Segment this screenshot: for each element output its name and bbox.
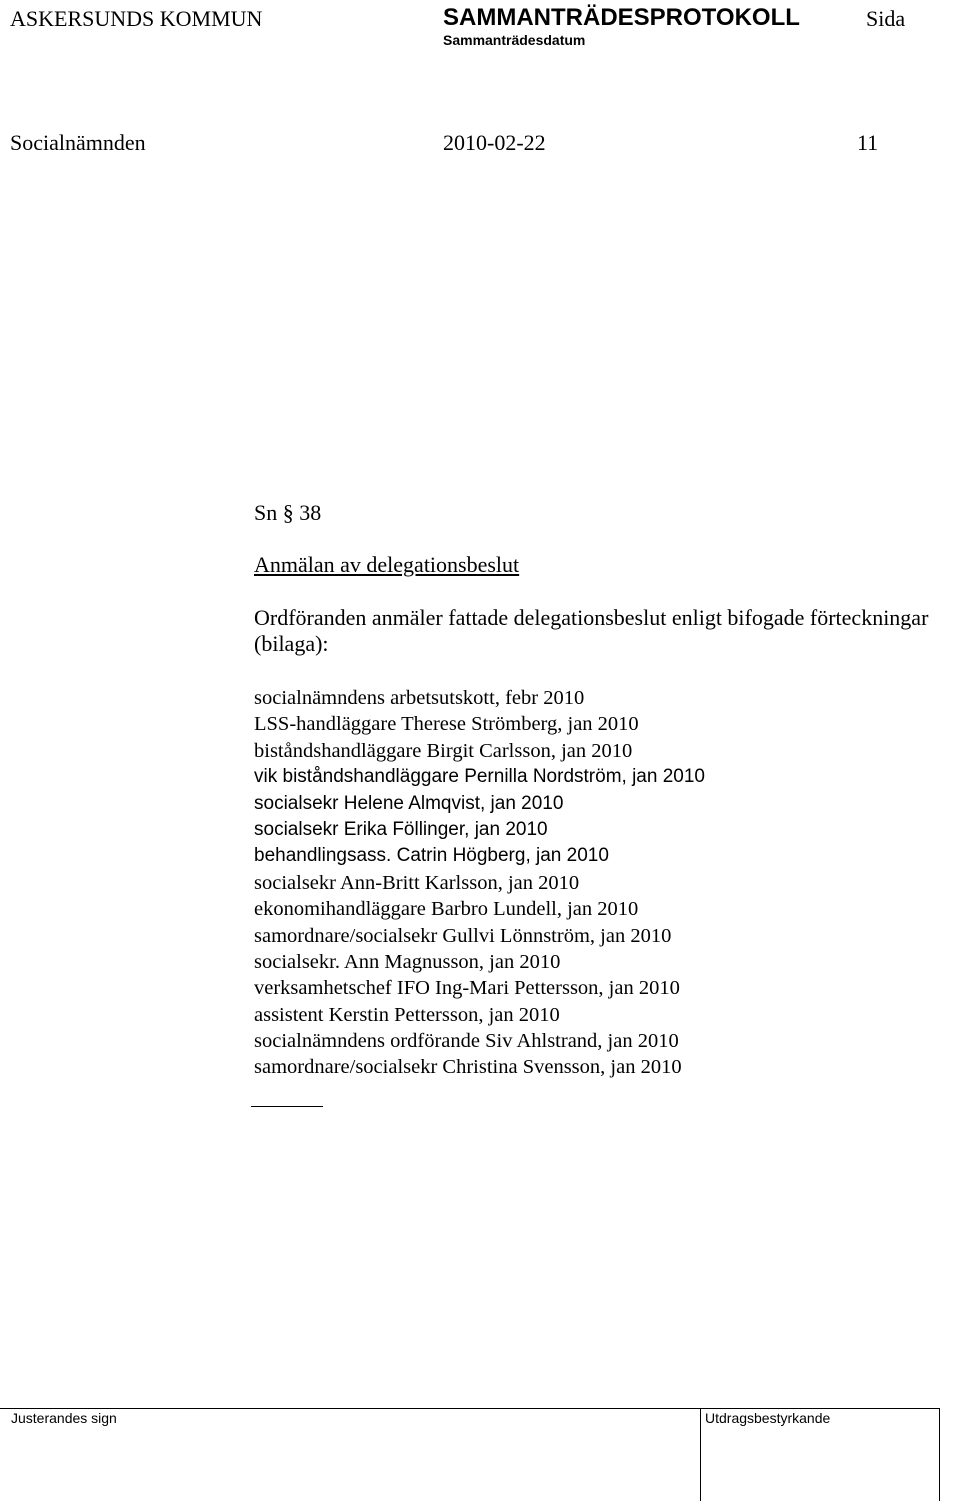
list-item: assistent Kerstin Pettersson, jan 2010 bbox=[254, 1003, 560, 1026]
list-item: socialsekr. Ann Magnusson, jan 2010 bbox=[254, 950, 561, 973]
committee-name: Socialnämnden bbox=[10, 130, 146, 155]
list-item: verksamhetschef IFO Ing-Mari Pettersson, jan 2010 bbox=[254, 977, 680, 1000]
list-item: LSS-handläggare Therese Strömberg, jan 2010 bbox=[254, 713, 639, 736]
list-item: samordnare/socialsekr Gullvi Lönnström, jan 2010 bbox=[254, 924, 672, 947]
protocol-title: SAMMANTRÄDESPROTOKOLL bbox=[443, 4, 800, 31]
list-item: socialnämndens ordförande Siv Ahlstrand, jan 2010 bbox=[254, 1030, 679, 1053]
list-item: socialsekr Helene Almqvist, jan 2010 bbox=[254, 792, 564, 814]
intro-text-line: Ordföranden anmäler fattade delegationsbeslut enligt bifogade förteckningar bbox=[254, 605, 929, 630]
list-item: vik biståndshandläggare Pernilla Nordström, jan 2010 bbox=[254, 766, 705, 788]
list-item: socialnämndens arbetsutskott, febr 2010 bbox=[254, 687, 585, 709]
paragraph-number: Sn § 38 bbox=[254, 500, 322, 525]
page-number: 11 bbox=[857, 130, 879, 155]
meeting-date-label: Sammanträdesdatum bbox=[443, 32, 586, 48]
page-label: Sida bbox=[866, 6, 906, 31]
delegation-decision-list bbox=[254, 685, 705, 1081]
list-item: ekonomihandläggare Barbro Lundell, jan 2010 bbox=[254, 898, 639, 921]
municipality-name: ASKERSUNDS KOMMUN bbox=[10, 6, 263, 31]
list-item: samordnare/socialsekr Christina Svensson, jan 2010 bbox=[254, 1056, 682, 1079]
signature-label: Justerandes sign bbox=[11, 1410, 117, 1426]
certification-label: Utdragsbestyrkande bbox=[705, 1410, 831, 1426]
list-item: biståndshandläggare Birgit Carlsson, jan 2010 bbox=[254, 739, 633, 762]
intro-text-line: (bilaga): bbox=[254, 631, 329, 656]
section-heading: Anmälan av delegationsbeslut bbox=[254, 552, 520, 577]
list-item: behandlingsass. Catrin Högberg, jan 2010 bbox=[254, 845, 609, 867]
list-item: socialsekr Ann-Britt Karlsson, jan 2010 bbox=[254, 871, 580, 894]
section-end-rule bbox=[251, 1106, 323, 1107]
meeting-date: 2010-02-22 bbox=[443, 130, 546, 155]
signature-divider bbox=[700, 1408, 701, 1501]
list-item: socialsekr Erika Föllinger, jan 2010 bbox=[254, 818, 548, 840]
